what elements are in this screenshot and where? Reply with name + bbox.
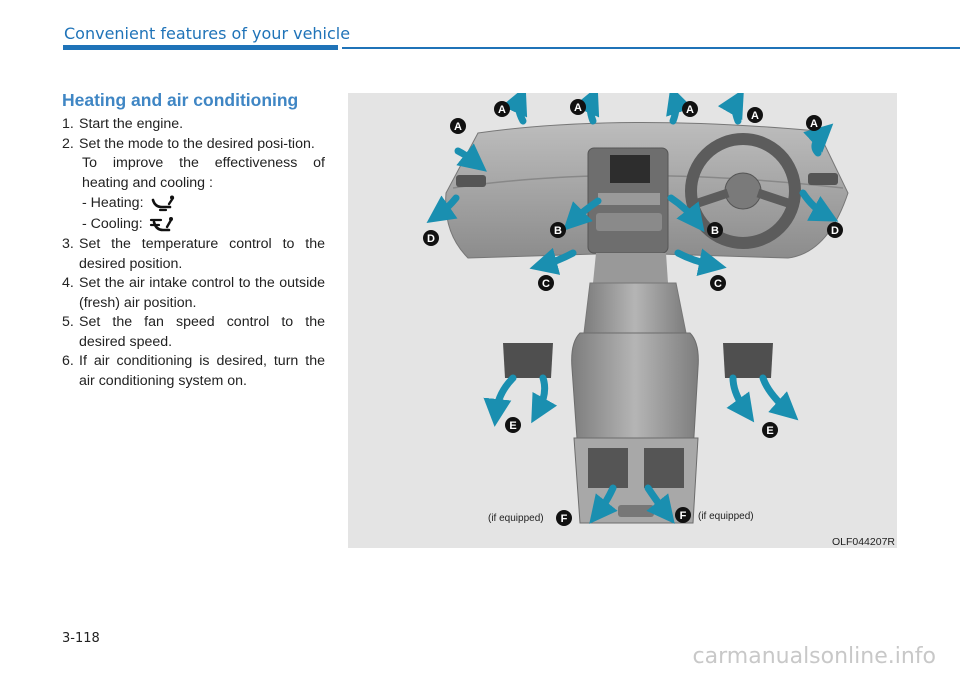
svg-text:F: F: [560, 513, 568, 525]
header-bar: [63, 45, 338, 50]
step-3: 3. Set the temperature control to the desired position.: [62, 236, 325, 272]
svg-text:B: B: [554, 225, 562, 237]
svg-text:D: D: [831, 225, 839, 237]
svg-text:E: E: [509, 420, 517, 432]
svg-text:D: D: [427, 233, 435, 245]
dashboard-illustration: [348, 93, 897, 548]
step-2: 2. Set the mode to the desired posi-tion.: [62, 135, 315, 152]
heating-mode: - Heating:: [62, 193, 325, 214]
svg-text:F: F: [679, 510, 687, 522]
svg-text:B: B: [711, 225, 719, 237]
cooling-mode: - Cooling:: [62, 214, 325, 235]
step-4: 4. Set the air intake control to the outside (fresh) air position.: [62, 275, 325, 311]
step-1: 1. Start the engine.: [62, 116, 184, 132]
watermark: carmanualsonline.info: [692, 644, 936, 669]
header-rule: [342, 47, 960, 49]
svg-text:C: C: [714, 278, 722, 290]
header-title: Convenient features of your vehicle: [64, 24, 351, 43]
step-5: 5. Set the fan speed control to the desired speed.: [62, 314, 325, 350]
vent-diagram: [348, 93, 897, 548]
if-equipped-note-left: (if equipped): [488, 513, 544, 524]
tip-text: To improve the effectiveness of heating and cooling :: [82, 155, 325, 191]
section-title: Heating and air conditioning: [62, 90, 299, 110]
svg-text:A: A: [498, 104, 506, 116]
steps-list: [62, 115, 325, 391]
face-mode-icon: [149, 216, 175, 234]
step-6: 6. If air conditioning is desired, turn the air conditioning system on.: [62, 353, 325, 389]
figure-code: OLF044207R: [831, 536, 895, 548]
svg-text:A: A: [454, 121, 462, 133]
svg-text:E: E: [766, 425, 774, 437]
floor-mode-icon: [150, 195, 176, 213]
svg-text:A: A: [574, 102, 582, 114]
page-number: 3-118: [62, 631, 100, 646]
svg-text:C: C: [542, 278, 550, 290]
if-equipped-note-right: (if equipped): [698, 511, 754, 522]
svg-text:A: A: [751, 110, 759, 122]
svg-text:A: A: [810, 118, 818, 130]
svg-text:A: A: [686, 104, 694, 116]
